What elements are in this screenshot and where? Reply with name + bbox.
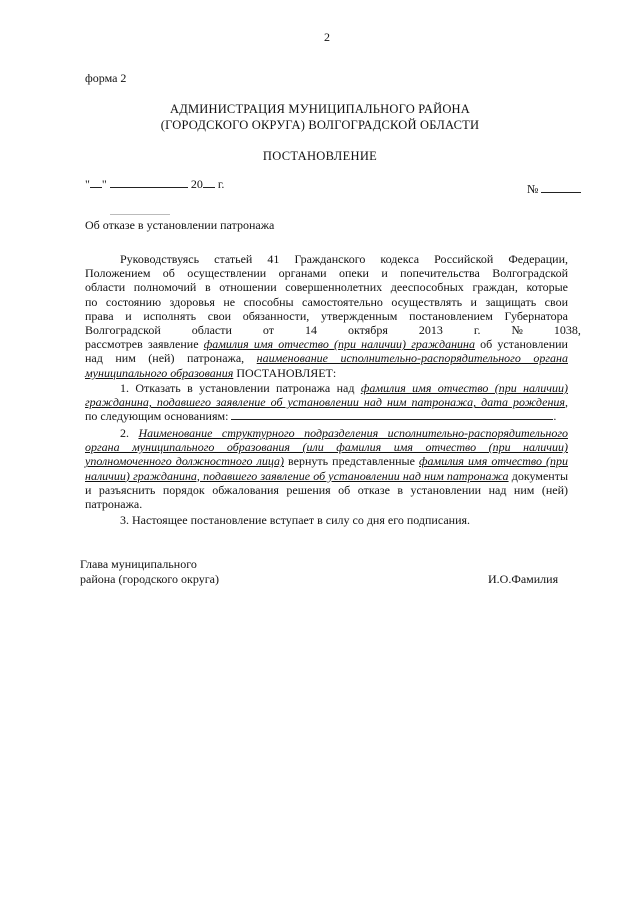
applicant-name-placeholder: фамилия имя отчество (при наличии) гражданина (203, 337, 476, 352)
item-1-text-a: 1. Отказать в установлении патронажа над (120, 381, 361, 395)
item-2-name-placeholder: фамилия имя отчество (при (419, 454, 569, 469)
preamble-paragraph (85, 252, 581, 380)
item-2-return-text: вернуть представленные (283, 454, 420, 469)
item-2-line-6: патронажа. (85, 497, 143, 512)
item-1-comma: , (565, 395, 568, 410)
signatory-name: И.О.Фамилия (488, 572, 559, 586)
year-blank (203, 177, 215, 188)
signatory-position (80, 557, 219, 586)
day-blank (90, 177, 102, 188)
item-2-documents: документы (508, 468, 569, 483)
item-2-line-5: и разъяснить порядок обжалования решения об отказе в установлении над ним (ней) (85, 482, 568, 497)
preamble-line-6: Волгоградской области от 14 октября 2013 г. № 1038, (85, 323, 581, 338)
document-subject: Об отказе в установлении патронажа (85, 218, 275, 232)
item-1-name-placeholder: фамилия имя отчество (при наличии) (360, 381, 568, 395)
item-3 (85, 513, 568, 527)
preamble-line-4: по состоянию здоровья не способны самостоятельно осуществлять и защищать свои (85, 294, 568, 309)
signatory-position-line-2: района (городского округа) (80, 571, 219, 586)
item-2-applicant-placeholder: наличии) гражданина, подавшего заявление об установлении над ним патронажа (85, 468, 509, 483)
preamble-line-1: Руководствуясь статьей 41 Гражданского кодекса Российской Федерации, (120, 252, 568, 266)
item-2-official-placeholder: уполномоченного должностного лица) (85, 454, 284, 469)
page-number: 2 (324, 30, 330, 44)
form-label: форма 2 (85, 71, 127, 85)
item-1-period: . (553, 409, 557, 424)
month-blank (110, 177, 188, 188)
org-name-line-2: (ГОРОДСКОГО ОКРУГА) ВОЛГОГРАДСКОЙ ОБЛАСТИ (160, 118, 480, 132)
item-1-grounds-label: по следующим основаниям: (85, 409, 232, 424)
authority-name-placeholder: наименование исполнительно-распорядительного органа (256, 351, 568, 366)
number-sign: № (527, 182, 539, 196)
preamble-line-7a: рассмотрев заявление (85, 337, 204, 352)
preamble-line-2: Положением об осуществлении органами опеки и попечительства Волгоградской (85, 266, 568, 281)
item-2-unit-placeholder: Наименование структурного подразделения исполнительно-распорядительного (138, 426, 568, 440)
preamble-line-3: области полномочий в отношении совершеннолетних дееспособных граждан, которые (85, 280, 568, 295)
item-2 (85, 426, 568, 511)
resolves-word: ПОСТАНОВЛЯЕТ: (233, 365, 337, 380)
signatory-position-line-1: Глава муниципального (80, 557, 197, 571)
year-prefix: 20 (190, 177, 203, 191)
preamble-line-8a: над ним (ней) патронажа, (85, 351, 257, 366)
municipality-placeholder: муниципального образования (85, 365, 234, 380)
year-suffix: г. (214, 177, 225, 191)
date-quote-open: " (85, 177, 90, 191)
document-number (527, 182, 581, 197)
number-blank (541, 182, 581, 193)
item-1-applicant-placeholder: гражданина, подавшего заявление об установлении над ним патронажа, дата рождения (85, 395, 565, 410)
item-2-number: 2. (120, 426, 139, 440)
grounds-fill-line (231, 409, 553, 420)
document-title: ПОСТАНОВЛЕНИЕ (262, 149, 378, 163)
preamble-line-7b: об установлении (475, 337, 568, 352)
date-line (85, 177, 224, 192)
item-2-organ-placeholder: органа муниципального образования (или фамилия имя отчество (при наличии) (85, 440, 568, 455)
org-name-line-1: АДМИНИСТРАЦИЯ МУНИЦИПАЛЬНОГО РАЙОНА (169, 102, 470, 116)
item-1 (85, 381, 568, 424)
faint-rule (110, 214, 170, 215)
item-3-text: 3. Настоящее постановление вступает в силу со дня его подписания. (120, 513, 471, 527)
preamble-line-5: права и исполнять свои обязанности, утвержденным постановлением Губернатора (85, 308, 568, 323)
date-quote-close: " (101, 177, 107, 191)
